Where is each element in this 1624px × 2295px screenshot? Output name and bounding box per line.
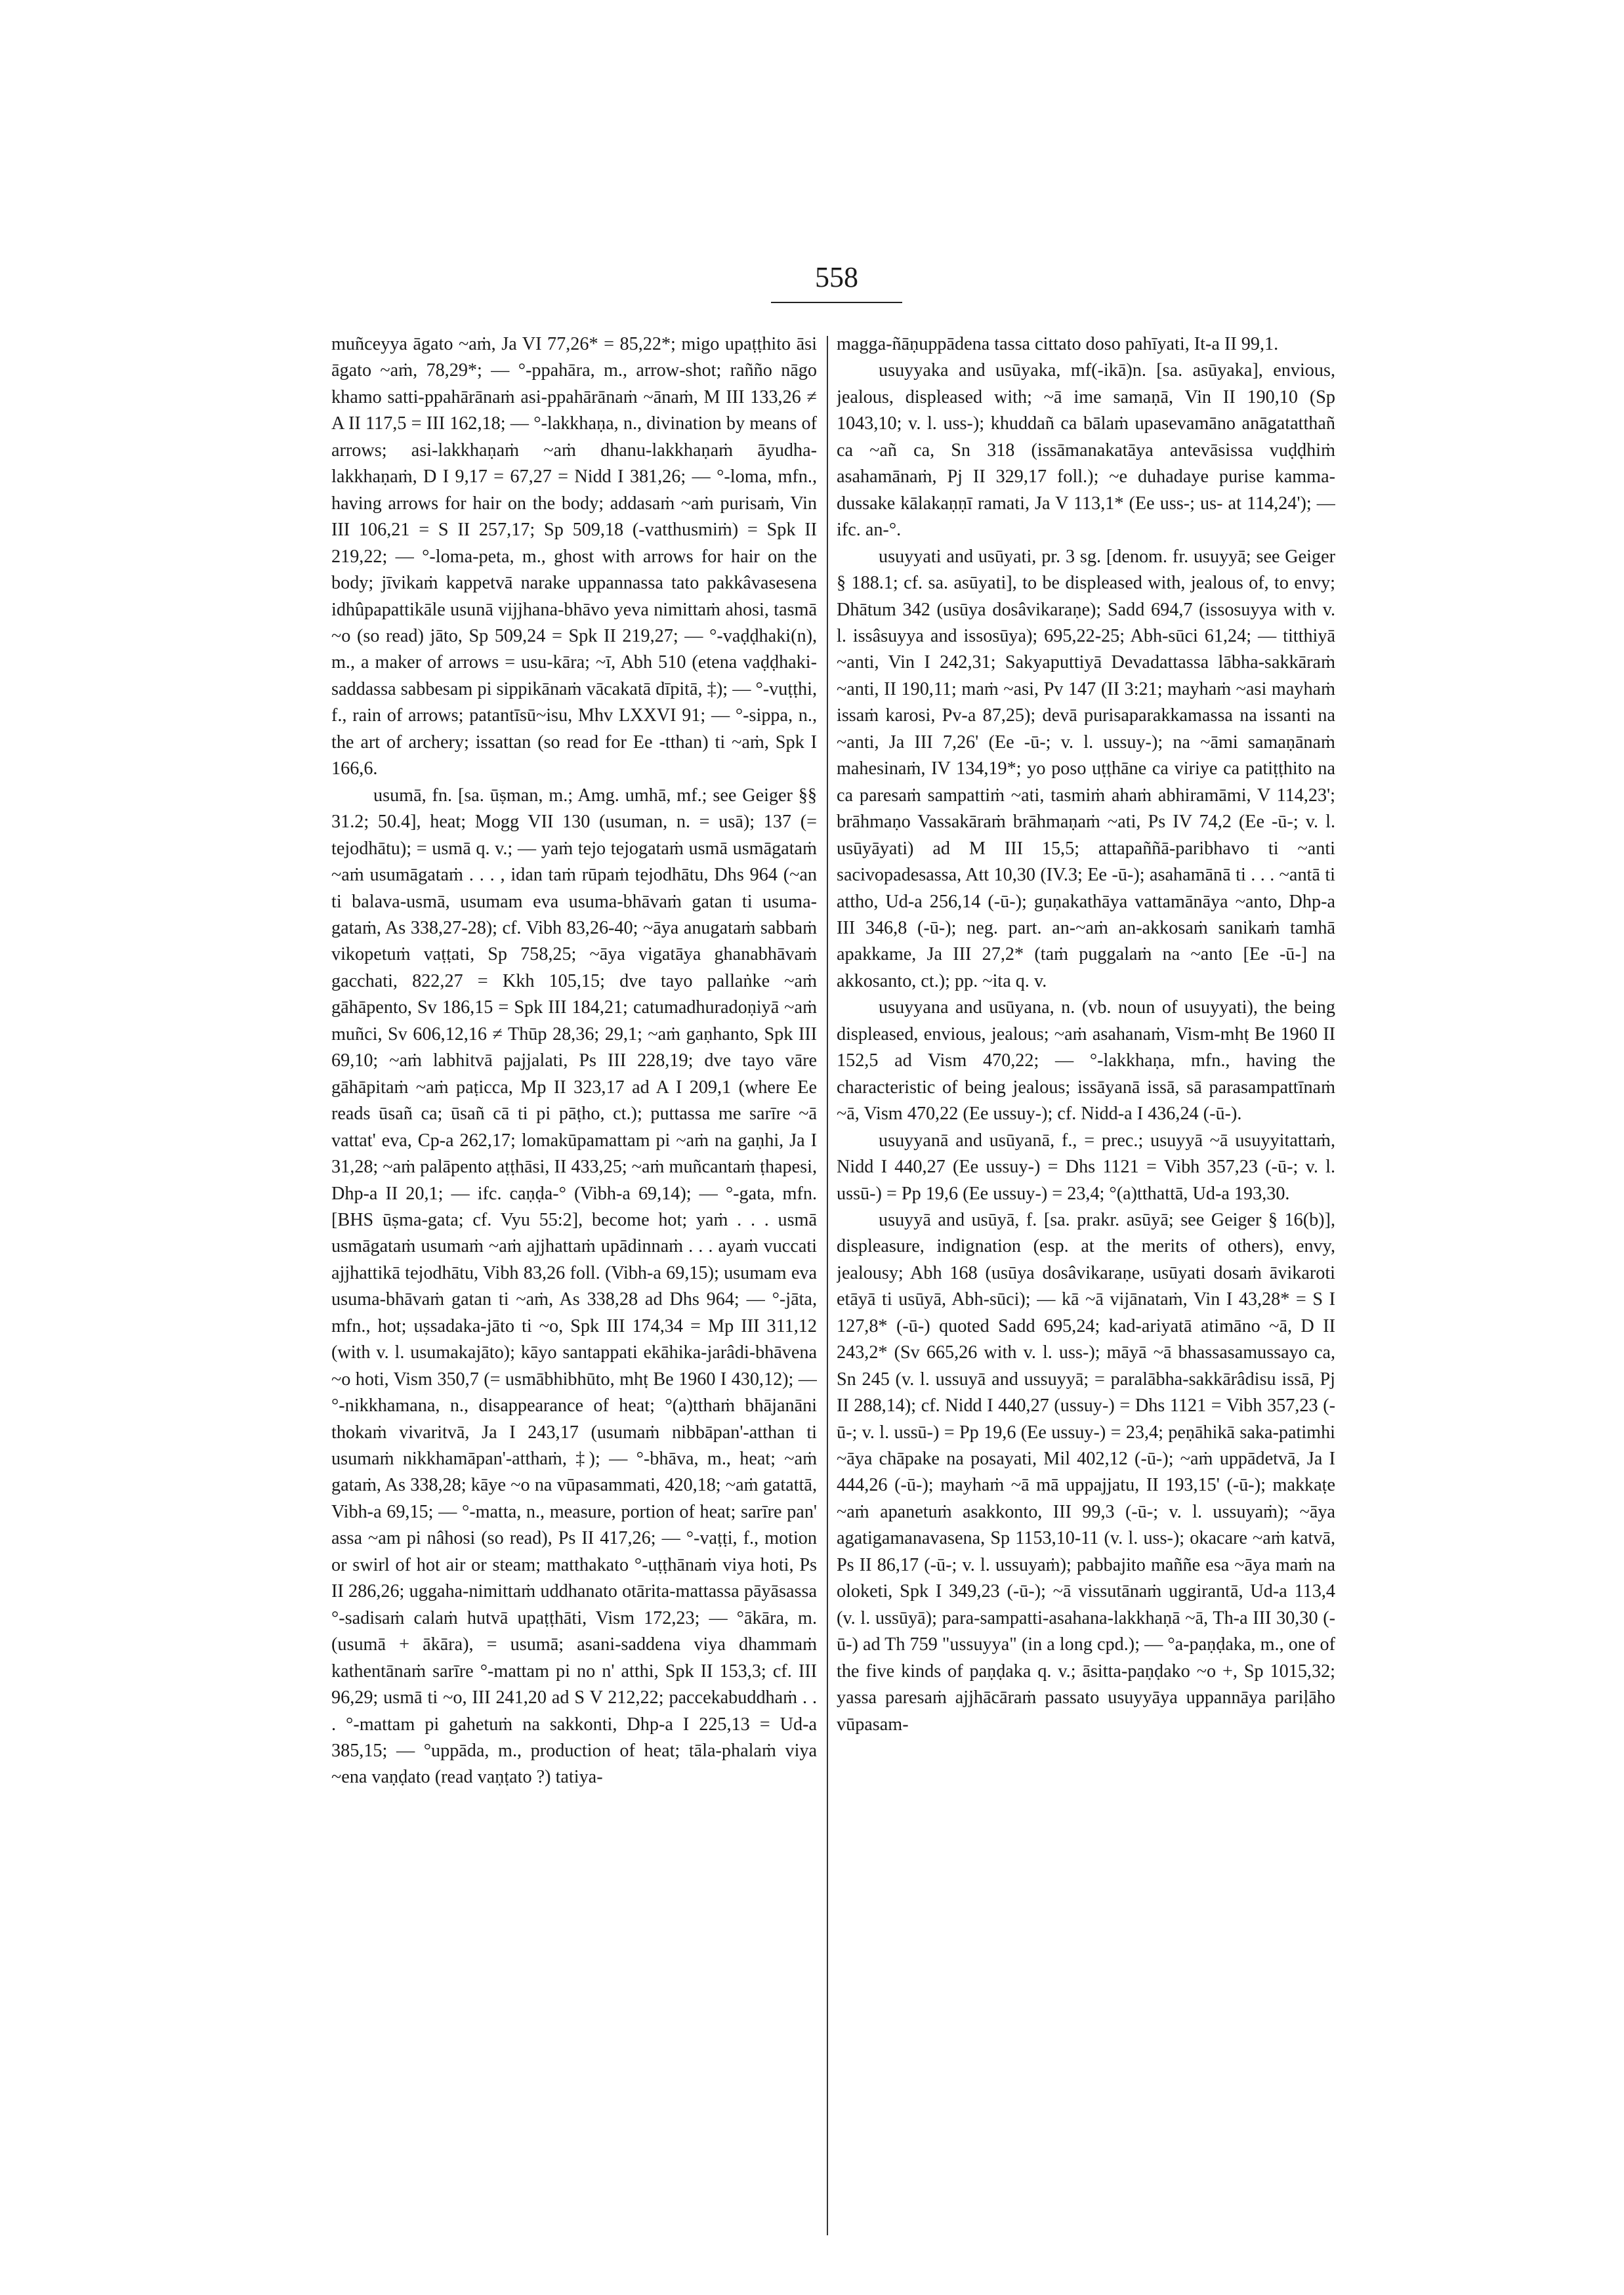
right-column — [837, 331, 1335, 2247]
page-number: 558 — [815, 261, 858, 293]
dictionary-entry: muñceyya āgato ~aṁ, Ja VI 77,26* = 85,22*; migo upaṭṭhito āsi āgato ~aṁ, 78,29*; — °-ppahāra, m., arrow-shot; rañño nāgo khamo satti-ppahārānaṁ asi-ppahārānaṁ ~ānaṁ, M III 133,26 ≠ A II 117,5 = III 162,18; — °-lakkhaṇa, n., divination by means of arrows; asi-lakkhaṇaṁ ~aṁ dhanu-lakkhaṇaṁ āyudha-lakkhaṇaṁ, D I 9,17 = 67,27 = Nidd I 381,26; — °-loma, mfn., having arrows for hair on the body; addasaṁ ~aṁ purisaṁ, Vin III 106,21 = S II 257,17; Sp 509,18 (-vatthusmiṁ) = Spk II 219,22; — °-loma-peta, m., ghost with arrows for hair on the body; jīvikaṁ kappetvā narake uppannassa tato pakkâvasesena idhûpapattikāle usunā vijjhana-bhāvo yeva nimittaṁ ahosi, tasmā ~o (so read) jāto, Sp 509,24 = Spk II 219,27; — °-vaḍḍhaki(n), m., a maker of arrows = usu-kāra; ~ī, Abh 510 (etena vaḍḍhaki-saddassa sabbesam pi sippikānaṁ vācakatā dīpitā, ‡); — °-vuṭṭhi, f., rain of arrows; patantīsū~isu, Mhv LXXVI 91; — °-sippa, n., the art of archery; issattan (so read for Ee -tthan) ti ~aṁ, Spk I 166,6. — [331, 334, 817, 779]
column-divider — [827, 336, 828, 2235]
dictionary-entry: usuyyaka and usūyaka, mf(-ikā)n. [sa. asūyaka], envious, jealous, displeased with; ~ā ime samaṇā, Vin II 190,10 (Sp 1043,10; v. l. uss-); khuddañ ca bālaṁ upasevamāno anāgatatthañ ca ~añ ca, Sn 318 (issāmanakatāya antevāsissa vuḍḍhiṁ asahamānaṁ, Pj II 329,17 foll.); ~e duhadaye purise kamma-dussake kālakaṇṇī ramati, Ja V 113,1* (Ee uss-; us- at 114,24'); — ifc. an-°. — [837, 360, 1335, 541]
page-number-rule — [771, 302, 902, 303]
dictionary-entry: usuyyana and usūyana, n. (vb. noun of usuyyati), the being displeased, envious, jealous; ~aṁ asahanaṁ, Vism-mhṭ Be 1960 II 152,5 ad Vism 470,22; — °-lakkhaṇa, mfn., having the characteristic of being jealous; issāyanā issā, sā parasampattīnaṁ ~ā, Vism 470,22 (Ee ussuy-); cf. Nidd-a I 436,24 (-ū-). — [837, 997, 1335, 1125]
left-column — [331, 331, 817, 2247]
dictionary-entry: usuyyā and usūyā, f. [sa. prakr. asūyā; see Geiger § 16(b)], displeasure, indignation (esp. at the merits of others), envy, jealousy; Abh 168 (usūya dosâvikaraṇe, usūyati dosaṁ āvikaroti etāyā ti usūyā, Abh-sūci); — kā ~ā vijānataṁ, Vin I 43,28* = S I 127,8* (-ū-) quoted Sadd 695,24; kad-ariyatā atimāno ~ā, D II 243,2* (Sv 665,26 with v. l. uss-); māyā ~ā bhassasamussayo ca, Sn 245 (v. l. ussuyā and ussuyyā; = paralābha-sakkārâdisu issā, Pj II 288,14); cf. Nidd I 440,27 (ussuy-) = Dhs 1121 = Vibh 357,23 (-ū-; v. l. ussū-) = Pp 19,6 (Ee ussuy-) = 23,4; peṇāhikā saka-patimhi ~āya chāpake na posayati, Mil 402,12 (-ū-); ~aṁ uppādetvā, Ja I 444,26 (-ū-); mayhaṁ ~ā mā uppajjatu, II 193,15' (-ū-); makkaṭe ~aṁ apanetuṁ asakkonto, III 99,3 (-ū-; v. l. ussuyaṁ); ~āya agatigamanavasena, Sp 1153,10-11 (v. l. uss-); okacare ~aṁ katvā, Ps II 86,17 (-ū-; v. l. ussuyaṁ); pabbajito maññe esa ~āya maṁ na oloketi, Spk I 349,23 (-ū-); ~ā vissutānaṁ uggirantā, Ud-a 113,4 (v. l. ussūyā); para-sampatti-asahana-lakkhaṇā ~ā, Th-a III 30,30 (-ū-) ad Th 759 "ussuyya" (in a long cpd.); — °a-paṇḍaka, m., one of the five kinds of paṇḍaka q. v.; āsitta-paṇḍako ~o +, Sp 1015,32; yassa paresaṁ ajjhācāraṁ passato usuyyāya uppannāya pariḷāho vūpasam- — [837, 1209, 1335, 1735]
dictionary-entry: magga-ñāṇuppādena tassa cittato doso pahīyati, It-a II 99,1. — [837, 334, 1279, 354]
dictionary-entry: usuyyati and usūyati, pr. 3 sg. [denom. fr. usuyyā; see Geiger § 188.1; cf. sa. asūyati], to be displeased with, jealous of, to envy; Dhātum 342 (usūya dosâvikaraṇe); Sadd 694,7 (issosuyya with v. l. issâsuyya and issosūya); 695,22-25; Abh-sūci 61,24; — titthiyā ~anti, Vin I 242,31; Sakyaputtiyā Devadattassa lābha-sakkāraṁ ~anti, II 190,11; maṁ ~asi, Pv 147 (II 3:21; mayhaṁ ~asi mayhaṁ issaṁ karosi, Pv-a 87,25); devā purisaparakkamassa na issanti na ~anti, Ja III 7,26' (Ee -ū-; v. l. ussuy-); na ~āmi samaṇānaṁ mahesinaṁ, IV 134,19*; yo poso uṭṭhāne ca viriye ca patiṭṭhito na ca paresaṁ sampattiṁ ~ati, tasmiṁ ahaṁ abhiramāmi, V 114,23'; brāhmaṇo Vassakāraṁ brāhmaṇaṁ ~ati, Ps IV 74,2 (Ee -ū-; v. l. usūyāyati) ad M III 15,5; attapaññā-paribhavo ti ~anti sacivopadesassa, Att 10,30 (IV.3; Ee -ū-); asahamānā ti . . . ~antā ti attho, Ud-a 256,14 (-ū-); guṇakathāya vattamānāya ~anto, Dhp-a III 346,8 (-ū-); neg. part. an-~aṁ an-akkosaṁ sanikaṁ tamhā apakkame, Ja III 27,2* (taṁ puggalaṁ na ~anto [Ee -ū-] na akkosanto, ct.); pp. ~ita q. v. — [837, 546, 1335, 991]
dictionary-entry: usumā, fn. [sa. ūṣman, m.; Amg. umhā, mf.; see Geiger §§ 31.2; 50.4], heat; Mogg VII 130 (usuman, n. = usā); 137 (= tejodhātu); = usmā q. v.; — yaṁ tejo tejogataṁ usmā usmāgataṁ ~aṁ usumāgataṁ . . . , idan taṁ rūpaṁ tejodhātu, Dhs 964 (~an ti balava-usmā, usumam eva usuma-bhāvaṁ gatan ti usuma-gataṁ, As 338,27-28); cf. Vibh 83,26-40; ~āya anugataṁ sabbaṁ vikopetuṁ vaṭṭati, Sp 758,25; ~āya vigatāya ghanabhāvaṁ gacchati, 822,27 = Kkh 105,15; dve tayo pallaṅke ~aṁ gāhāpento, Sv 186,15 = Spk III 184,21; catumadhuradoṇiyā ~aṁ muñci, Sv 606,12,16 ≠ Thūp 28,36; 29,1; ~aṁ gaṇhanto, Spk III 69,10; ~aṁ labhitvā pajjalati, Ps III 228,19; dve tayo vāre gāhāpitaṁ ~aṁ paṭicca, Mp II 323,17 ad A I 209,1 (where Ee reads ūsañ ca; ūsañ cā ti pi pāṭho, ct.); puttassa me sarīre ~ā vattat' eva, Cp-a 262,17; lomakūpamattam pi ~aṁ na gaṇhi, Ja I 31,28; ~aṁ palāpento aṭṭhāsi, II 433,25; ~aṁ muñcantaṁ ṭhapesi, Dhp-a II 20,1; — ifc. caṇḍa-° (Vibh-a 69,14); — °-gata, mfn. [BHS ūṣma-gata; cf. Vyu 55:2], become hot; yaṁ . . . usmā usmāgataṁ usumaṁ ~aṁ ajjhattaṁ upādinnaṁ . . . ayaṁ vuccati ajjhattikā tejodhātu, Vibh 83,26 foll. (Vibh-a 69,15); usumam eva usuma-bhāvaṁ gatan ti ~aṁ, As 338,28 ad Dhs 964; — °-jāta, mfn., hot; uṣsadaka-jāto ti ~o, Spk III 174,34 = Mp III 311,12 (with v. l. usumakajāto); kāyo santappati ekāhika-jarâdi-bhāvena ~o hoti, Vism 350,7 (= usmābhibhūto, mhṭ Be 1960 I 430,12); — °-nikkhamana, n., disappearance of heat; °(a)tthaṁ bhājanāni thokaṁ vivaritvā, Ja I 243,17 (usumaṁ nibbāpan'-atthan ti usumaṁ nikkhamāpan'-atthaṁ, ‡); — °-bhāva, m., heat; ~aṁ gataṁ, As 338,28; kāye ~o na vūpasammati, 420,18; ~aṁ gatattā, Vibh-a 69,15; — °-matta, n., measure, portion of heat; sarīre pan' assa ~am pi nâhosi (so read), Ps II 417,26; — °-vaṭṭi, f., motion or swirl of hot air or steam; matthakato °-uṭṭhānaṁ viya hoti, Ps II 286,26; uggaha-nimittaṁ uddhanato otārita-mattassa pāyāsassa °-sadisaṁ calaṁ hutvā upaṭṭhāti, Vism 172,23; — °ākāra, m. (usumā + ākāra), = usumā; asani-saddena viya dhammaṁ kathentānaṁ sarīre °-mattam pi no n' atthi, Spk II 153,3; cf. III 96,29; usmā ti ~o, III 241,20 ad S V 212,22; paccekabuddhaṁ . . . °-mattam pi gahetuṁ na sakkonti, Dhp-a I 225,13 = Ud-a 385,15; — °uppāda, m., production of heat; tāla-phalaṁ viya ~ena vaṇḍato (read vaṇṭato ?) tatiya- — [331, 785, 817, 1788]
dictionary-entry: usuyyanā and usūyanā, f., = prec.; usuyyā ~ā usuyyitattaṁ, Nidd I 440,27 (Ee ussuy-) = Dhs 1121 = Vibh 357,23 (-ū-; v. l. ussū-) = Pp 19,6 (Ee ussuy-) = 23,4; °(a)tthattā, Ud-a 193,30. — [837, 1130, 1335, 1204]
